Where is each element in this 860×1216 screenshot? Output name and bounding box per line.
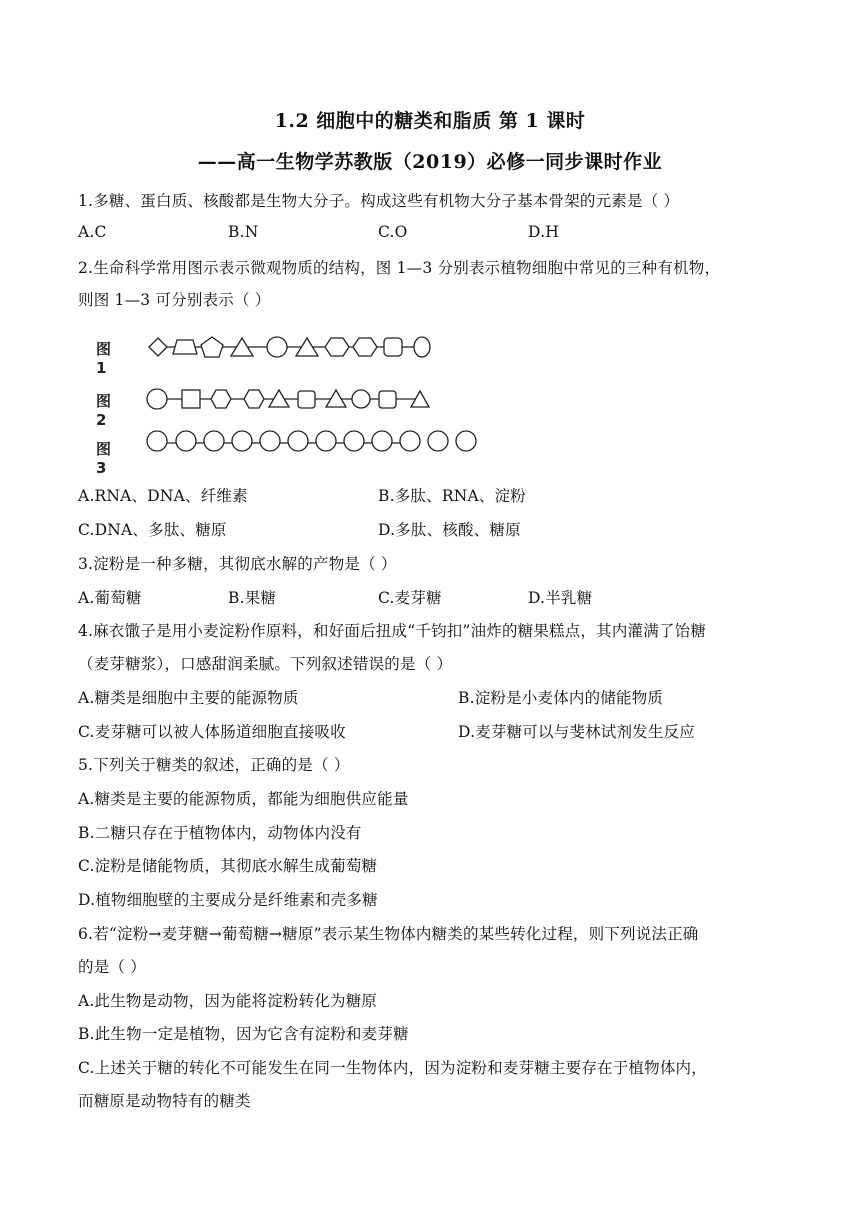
figure-3-label: 图 3 [96,440,112,477]
q5-stem: 5.下列关于糖类的叙述，正确的是（ ） [78,756,350,774]
monomer-circle [428,431,448,451]
q4-option-a: A.糖类是细胞中主要的能源物质 [78,689,299,707]
monomer-diamond [149,338,167,356]
monomer-hexagon [325,338,349,356]
monomer-hexagon [211,390,231,408]
q6-option-c: C.上述关于糖的转化不可能发生在同一生物体内，因为淀粉和麦芽糖主要存在于植物体内， [78,1059,707,1077]
monomer-ellipse [414,337,430,357]
q4-option-c: C.麦芽糖可以被人体肠道细胞直接吸收 [78,723,346,741]
q1-option-b: B.N [228,223,259,241]
q6-stem-line2: 的是（ ） [78,958,146,976]
q6-stem-line1: 6.若“淀粉→麦芽糖→葡萄糖→糖原”表示某生物体内糖类的某些转化过程，则下列说法正确 [78,925,699,943]
monomer-circle [288,431,308,451]
q3-option-a: A.葡萄糖 [78,589,142,607]
document-title: 1.2 细胞中的糖类和脂质 第 1 课时 [274,110,586,132]
monomer-circle [232,431,252,451]
monomer-rounded-square [384,338,402,356]
document-subtitle: ——高一生物学苏教版（2019）必修一同步课时作业 [197,151,663,173]
q2-stem-line2: 则图 1—3 可分别表示（ ） [78,291,271,309]
monomer-circle [372,431,392,451]
q6-option-a: A.此生物是动物，因为能将淀粉转化为糖原 [78,992,378,1010]
monomer-circle [147,389,167,409]
q5-option-c: C.淀粉是储能物质，其彻底水解生成葡萄糖 [78,857,378,875]
monomer-trapezoid [173,340,197,354]
figure-1-chain [146,332,546,362]
q5-option-b: B.二糖只存在于植物体内，动物体内没有 [78,824,362,842]
q1-stem: 1.多糖、蛋白质、核酸都是生物大分子。构成这些有机物大分子基本骨架的元素是（ ） [78,192,680,210]
monomer-rounded-square [298,391,315,408]
q3-option-b: B.果糖 [228,589,277,607]
q2-option-d: D.多肽、核酸、糖原 [378,521,521,539]
monomer-circle [344,431,364,451]
q4-stem-line1: 4.麻衣馓子是用小麦淀粉作原料，和好面后扭成“千钧扣”油炸的糖果糕点，其内灌满了饴糖 [78,622,707,640]
monomer-circle [400,431,420,451]
monomer-circle [267,337,287,357]
q1-option-d: D.H [528,223,559,241]
figure-3-chain [146,428,546,458]
monomer-circle [260,431,280,451]
q4-option-d: D.麦芽糖可以与斐林试剂发生反应 [458,723,696,741]
q5-option-d: D.植物细胞壁的主要成分是纤维素和壳多糖 [78,891,378,909]
q4-stem-line2: （麦芽糖浆），口感甜润柔腻。下列叙述错误的是（ ） [78,655,453,673]
figure-2-chain [146,384,546,414]
q3-option-c: C.麦芽糖 [378,589,442,607]
q2-stem-line1: 2.生命科学常用图示表示微观物质的结构，图 1—3 分别表示植物细胞中常见的三种有机物， [78,259,721,277]
q3-stem: 3.淀粉是一种多糖，其彻底水解的产物是（ ） [78,555,397,573]
q6-option-b: B.此生物一定是植物，因为它含有淀粉和麦芽糖 [78,1025,409,1043]
q6-option-c-continued: 而糖原是动物特有的糖类 [78,1092,251,1110]
figure-1-label: 图 1 [96,340,112,377]
monomer-circle [316,431,336,451]
figure-2-label: 图 2 [96,392,112,429]
monomer-circle [456,431,476,451]
q1-option-c: C.O [378,223,408,241]
monomer-rounded-square [379,391,396,408]
monomer-hexagon [244,390,264,408]
q5-option-a: A.糖类是主要的能源物质，都能为细胞供应能量 [78,790,409,808]
monomer-circle [204,431,224,451]
monomer-circle [147,431,167,451]
monomer-hexagon [353,338,377,356]
monomer-pentagon [201,337,223,357]
q4-option-b: B.淀粉是小麦体内的储能物质 [458,689,664,707]
q2-option-c: C.DNA、多肽、糖原 [78,521,227,539]
monomer-square [182,390,200,408]
q2-option-b: B.多肽、RNA、淀粉 [378,487,526,505]
q2-option-a: A.RNA、DNA、纤维素 [78,487,248,505]
q1-option-a: A.C [78,223,107,241]
monomer-circle [352,390,370,408]
q3-option-d: D.半乳糖 [528,589,593,607]
monomer-circle [176,431,196,451]
